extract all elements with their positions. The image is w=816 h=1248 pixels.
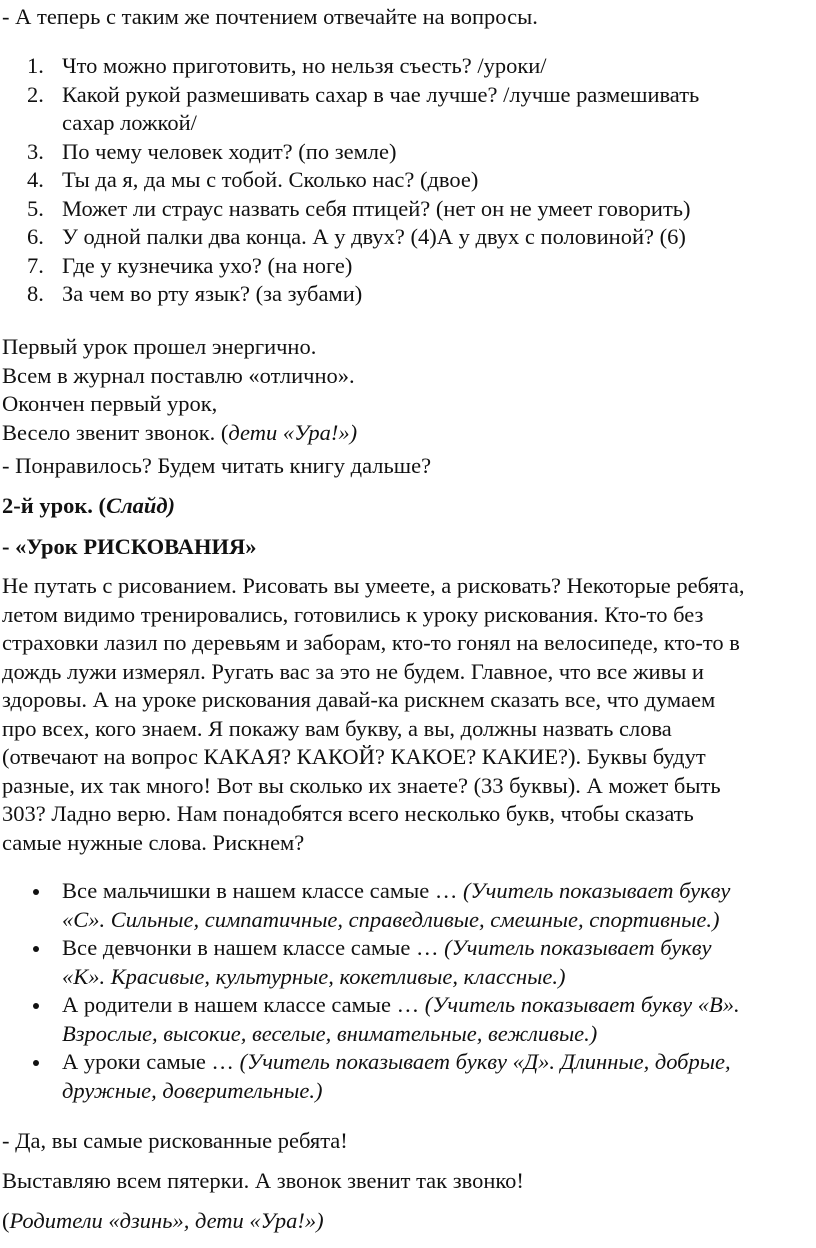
bullet-dot-icon [33,1060,39,1066]
bullet-line [62,934,740,963]
question-number: 7. [27,252,44,278]
poem-line-text: Весело звенит звонок. ( [2,419,229,445]
bullet-list [0,877,740,1105]
closing-line-2: Выставляю всем пятерки. А звонок звенит так звонко! [2,1168,524,1193]
question-item [0,280,699,309]
question-number: 6. [27,224,44,249]
poem-stage-direction: дети «Ура!») [228,419,358,445]
question-item [0,138,699,167]
bullet-text: А уроки самые … [62,1049,240,1074]
bullet-dot-icon [33,1003,39,1009]
paragraph-line: летом видимо тренировались, готовились к уроку рискования. Кто-то без [2,601,704,627]
questions-list [0,52,699,309]
closing-paren: ( [2,1208,10,1233]
paragraph-line: самые нужные слова. Рискнем? [2,829,305,855]
question-number: 8. [27,281,44,306]
poem-line [2,419,808,448]
bullet-note-continued: «К». Красивые, культурные, кокетливые, классные.) [62,963,566,989]
bullet-line [62,877,740,906]
bullet-note-continued: дружные, доверительные.) [62,1077,323,1103]
question-number: 5. [27,195,44,221]
question-text-continued: сахар ложкой/ [62,110,197,135]
question-item [0,195,699,224]
bullet-note: (Учитель показывает букву «В». [424,992,740,1017]
question-item [0,223,699,252]
question-number: 1. [27,53,44,78]
lesson-2-heading [2,492,175,521]
bullet-line [62,991,740,1020]
question-item [0,81,699,138]
intro-line: - А теперь с таким же почтением отвечайте на вопросы. [2,4,538,29]
paragraph-line: здоровы. А на уроке рискования давай-ка рискнем сказать все, что думаем [2,687,716,712]
bullet-note-continued: Взрослые, высокие, веселые, внимательные, вежливые.) [62,1020,598,1046]
question-text: Где у кузнечика ухо? (на ноге) [62,252,353,278]
question-text: По чему человек ходит? (по земле) [62,138,397,164]
question-text: Может ли страус назвать себя птицей? (нет он не умеет говорить) [62,195,691,221]
bullet-item [0,1048,740,1105]
lesson-title: - «Урок РИСКОВАНИЯ» [2,534,257,559]
question-number: 4. [27,167,44,192]
closing-line-1: - Да, вы самые рискованные ребята! [2,1128,348,1153]
paragraph-line: про всех, кого знаем. Я покажу вам букву, а вы, должны назвать слова [2,715,672,741]
question-text: У одной палки два конца. А у двух? (4)А у двух с половиной? (6) [62,224,686,249]
bullet-dot-icon [33,946,39,952]
bullet-text: А родители в нашем классе самые … [62,992,425,1017]
lesson-2-label: 2-й урок. ( [2,493,107,518]
question-number: 2. [27,81,44,107]
bullet-note: (Учитель показывает букву «Д». Длинные, добрые, [239,1049,731,1074]
closing-stage-direction: Родители «дзинь», дети «Ура!») [9,1208,324,1233]
bullet-line [62,1048,740,1077]
paragraph-line: страховки лазил по деревьям и заборам, кто-то гонял на велосипеде, кто-то в [2,630,740,655]
bullet-item [0,934,740,991]
paragraph-line: (отвечают на вопрос КАКАЯ? КАКОЙ? КАКОЕ? КАКИЕ?). Буквы будут [2,744,706,769]
bullet-item [0,877,740,934]
poem-line: Всем в журнал поставлю «отлично». [2,362,355,388]
closing-line-3 [2,1207,324,1236]
question-item [0,52,699,81]
paragraph-line: разные, их так много! Вот вы сколько их знаете? (33 буквы). А может быть [2,772,721,798]
bullet-note: (Учитель показывает букву [463,878,731,903]
poem-block [2,333,808,447]
bullet-dot-icon [33,889,39,895]
question-item [0,252,699,281]
poem-line: Первый урок прошел энергично. [2,334,317,359]
question-text: Какой рукой размешивать сахар в чае лучше? /лучше размешивать [62,81,700,107]
main-paragraph [2,572,808,857]
question-number: 3. [27,138,44,164]
paragraph-line: 303? Ладно верю. Нам понадобятся всего несколько букв, чтобы сказать [2,801,694,826]
question-text: Ты да я, да мы с тобой. Сколько нас? (двое) [62,167,479,192]
poem-line: Окончен первый урок, [2,391,218,416]
bullet-note-continued: «С». Сильные, симпатичные, справедливые, смешные, спортивные.) [62,906,720,932]
bullet-text: Все девчонки в нашем классе самые … [62,935,445,960]
paragraph-line: дождь лужи измерял. Ругать вас за это не будем. Главное, что все живы и [2,658,704,684]
question-text: Что можно приготовить, но нельзя съесть? /уроки/ [62,53,547,78]
question-item [0,166,699,195]
bullet-item [0,991,740,1048]
bullet-note: (Учитель показывает букву [444,935,712,960]
bullet-text: Все мальчишки в нашем классе самые … [62,878,464,903]
liked-question: - Понравилось? Будем читать книгу дальше? [2,453,432,478]
paragraph-line: Не путать с рисованием. Рисовать вы умеете, а рисковать? Некоторые ребята, [2,573,745,598]
slide-note: Слайд) [106,493,176,518]
question-text: За чем во рту язык? (за зубами) [62,281,363,306]
